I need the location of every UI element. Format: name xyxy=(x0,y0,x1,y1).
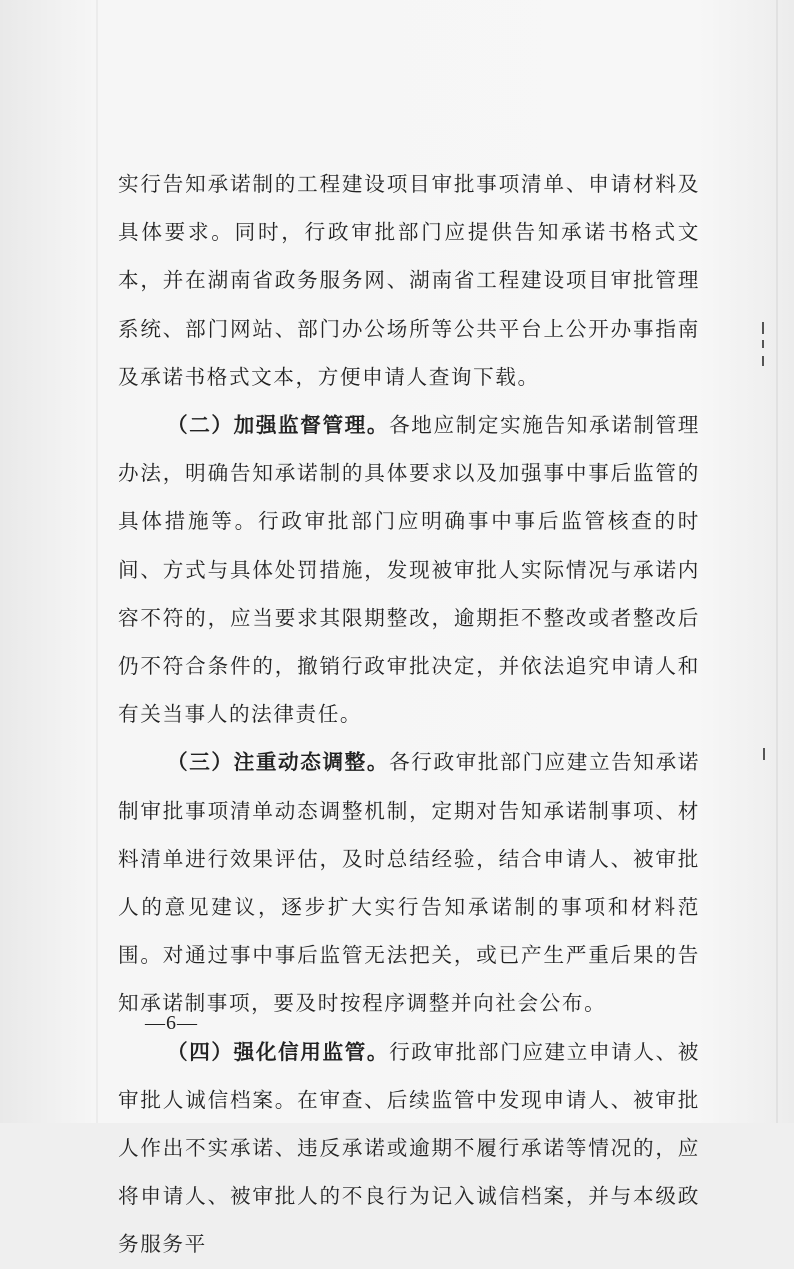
scan-edge-shadow xyxy=(776,0,778,1123)
section-heading: （二）加强监督管理。 xyxy=(167,413,390,438)
paragraph-continuation: 实行告知承诺制的工程建设项目审批事项清单、申请材料及具体要求。同时，行政审批部门应提供告知承诺书格式文本，并在湖南省政务服务网、湖南省工程建设项目审批管理系统、部门网站、部门办公场所等公共平台上公开办事指南及承诺书格式文本，方便申请人查询下载。 xyxy=(118,172,700,389)
section-heading: （四）强化信用监管。 xyxy=(167,1039,390,1064)
section-body: 各地应制定实施告知承诺制管理办法，明确告知承诺制的具体要求以及加强事中事后监管的具体措施等。行政审批部门应明确事中事后监管核查的时间、方式与具体处罚措施，发现被审批人实际情况与承诺内容不符的，应当要求其限期整改，逾期拒不整改或者整改后仍不符合条件的，撤销行政审批决定，并依法追究申请人和有关当事人的法律责任。 xyxy=(118,413,700,727)
scan-mark xyxy=(762,322,764,334)
section-heading: （三）注重动态调整。 xyxy=(167,750,390,775)
section-credit-supervision xyxy=(118,1028,700,1269)
section-body: 行政审批部门应建立申请人、被审批人诚信档案。在审查、后续监管中发现申请人、被审批人作出不实承诺、违反承诺或逾期不履行承诺等情况的，应将申请人、被审批人的不良行为记入诚信档案，并与本级政务服务平 xyxy=(118,1039,700,1257)
section-body: 各行政审批部门应建立告知承诺制审批事项清单动态调整机制，定期对告知承诺制事项、材料清单进行效果评估，及时总结经验，结合申请人、被审批人的意见建议，逐步扩大实行告知承诺制的事项和材料范围。对通过事中事后监管无法把关，或已产生严重后果的告知承诺制事项，要及时按程序调整并向社会公布。 xyxy=(118,750,700,1016)
page-number: —6— xyxy=(145,1012,198,1034)
section-dynamic-adjustment xyxy=(118,738,700,1027)
scan-mark xyxy=(762,356,764,366)
scan-mark xyxy=(762,340,764,348)
section-strengthen-supervision xyxy=(118,401,700,738)
scan-fold-shadow xyxy=(96,0,98,1123)
document-body xyxy=(118,160,700,1269)
scan-mark xyxy=(763,748,765,760)
